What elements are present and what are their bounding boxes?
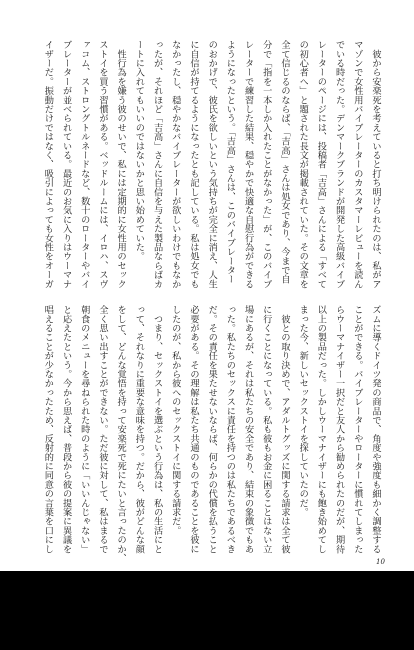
text-line: った。私たちのセックスに責任を持つのは私たちであるべき: [224, 305, 236, 554]
text-line: でいる時だった。デンマークブランドが開発した高級バイブ: [333, 40, 345, 289]
text-block-upper: [38, 40, 384, 292]
text-line: 彼から安楽死を考えていると打ち明けられたのは、私がア: [370, 40, 381, 289]
text-line: に自信が持てるようになったとも記している。私は処女でも: [187, 40, 199, 289]
text-line: ようになったという。「吉高」さんは、このバイブレーター: [224, 40, 236, 284]
text-line: ストイを買う習慣がある。ベッドルームには、イロハ、スヴ: [96, 40, 108, 289]
text-line: 以上の製品だった。しかしウーマナイザーにも飽き始めてし: [315, 305, 327, 554]
text-line: レーターのページには、投稿者「吉高」さんによる「すべて: [315, 40, 327, 289]
text-line: まった今、新しいセックストイを探していたのだ。: [297, 305, 309, 517]
text-line: ズムに導くドイツ発の商品で、角度や強度も細かく調整する: [370, 305, 381, 554]
text-line: 場にあるが、それは私たちの安全であり、結束の象徴でもあ: [242, 305, 254, 554]
text-line: 分で「指を一本しか入れたことがなかった」が、このバイブ: [260, 40, 272, 289]
text-line: 彼との取り決めで、アダルトグッズに関する請求は全て彼: [278, 305, 290, 554]
text-line: らウーマナイザー一択だと友人から勧められたのだが、期待: [333, 305, 345, 554]
text-line: 必要がある。その理解は私たち共通のものであることを彼に: [187, 305, 199, 554]
text-line: のおかげで、彼氏を欲しいという気持ちが完全に消え、人生: [206, 40, 218, 289]
text-line: 唱えることが少なかったため、反射的に同意の言葉を口にし: [42, 305, 54, 554]
text-line: 全く思い出すことができない。ただ彼に対して、私はまるで: [96, 305, 108, 554]
text-line: って、それなりに重要な意味を持つ。だから、彼がどんな顔: [133, 305, 145, 554]
text-line: なかったし、穏やかなバイブレーターが欲しいわけでもなか: [169, 40, 181, 289]
text-line: をして、どんな覚悟を持って安楽死で死にたいと言ったのか、: [115, 305, 127, 563]
text-line: だ。その責任を果たせないならば、何らかの代償を払うこと: [206, 305, 218, 554]
text-line: ブレーターが並べられている。最近のお気に入りはウーマナ: [60, 40, 72, 289]
text-line: 朝食のメニューを尋ねられた時のように「いいんじゃない」: [78, 305, 90, 554]
text-line: レーターで練習した結果、穏やかで快適な自慰行為ができる: [242, 40, 254, 289]
text-line: マゾンで女性用バイブレーターのカスタマーレビューを読ん: [351, 40, 363, 289]
text-line: に行くことになっている。私も彼もお金に困ることはない立: [260, 305, 272, 554]
text-line: イザーだ。振動だけではなく、吸引によっても女性をオーガ: [42, 40, 54, 289]
text-line: つまり、セックストイを選ぶという行為は、私の生活にと: [151, 305, 163, 554]
text-line: の初心者へ」と題された長文が掲載されていた。その文章を: [297, 40, 309, 289]
text-line: ことができる。バイブレーターやローターに慣れてしまった: [351, 305, 363, 554]
text-line: と応えたという。今から思えば、普段から彼の提案に異議を: [60, 305, 72, 554]
text-line: 性行為を嫌う彼のせいで、私には定期的に女性用のセック: [115, 40, 127, 289]
page-number: 10: [376, 558, 385, 566]
bottom-bar: [0, 571, 414, 650]
text-line: ートに入れてもいいのではないかと思い始めていた。: [133, 40, 145, 261]
text-line: したのが、私から彼へのセックストイに関する請求だ。: [169, 305, 181, 535]
text-line: ったが、それほど「吉高」さんに自信を与えた製品ならばカ: [151, 40, 163, 289]
text-line: ァコム、ストロングトルネードなど、数十のローターやバイ: [78, 40, 90, 289]
text-line: 全て信じるのならば、「吉高」さんは処女であり、今まで自: [278, 40, 290, 284]
